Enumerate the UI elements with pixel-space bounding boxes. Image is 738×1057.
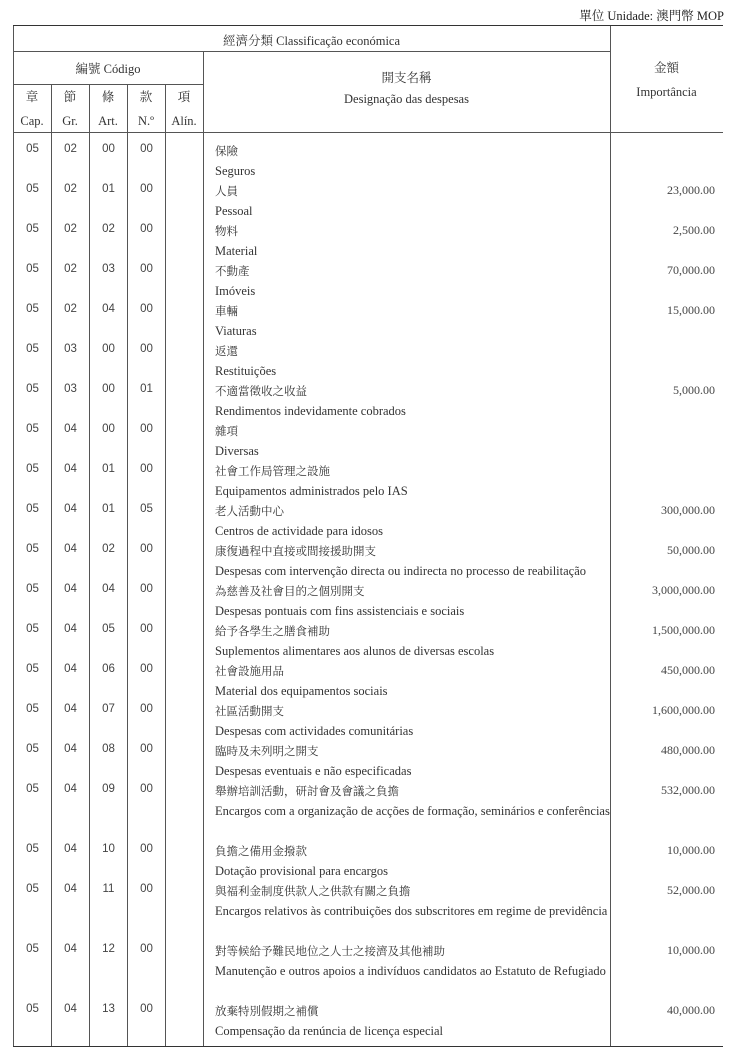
n-code: 00	[140, 583, 153, 595]
art-code: 02	[102, 543, 115, 555]
designation-pt: Encargos com a organização de acções de formação, seminários e conferências	[215, 804, 610, 818]
gr-code: 02	[64, 263, 77, 275]
designation-pt: Material	[215, 244, 258, 258]
designation-zh: 康復過程中直接或間接援助開支	[215, 544, 376, 558]
designation-zh: 臨時及未列明之開支	[215, 744, 319, 758]
designation-pt: Diversas	[215, 444, 259, 458]
cap-code: 05	[26, 263, 39, 275]
gr-code: 04	[64, 883, 77, 895]
amount: 10,000.00	[667, 843, 715, 857]
gr-code: 04	[64, 1003, 77, 1015]
art-code: 11	[102, 883, 115, 895]
table-row	[13, 259, 723, 299]
designation-pt: Equipamentos administrados pelo IAS	[215, 484, 408, 498]
table-row	[13, 299, 723, 339]
art-code: 05	[102, 623, 115, 635]
table-row	[13, 939, 723, 979]
n-code: 00	[140, 783, 153, 795]
cap-code: 05	[26, 543, 39, 555]
gr-code: 04	[64, 543, 77, 555]
n-code: 00	[140, 1003, 153, 1015]
cap-code: 05	[26, 383, 39, 395]
table-row	[13, 699, 723, 739]
designation-pt: Despesas pontuais com fins assistenciais e sociais	[215, 604, 465, 618]
art-code: 01	[102, 183, 115, 195]
table-row	[13, 499, 723, 539]
header-rule	[13, 51, 610, 52]
cap-code: 05	[26, 143, 39, 155]
budget-table	[13, 25, 723, 1047]
designation-pt: Compensação da renúncia de licença especial	[215, 1024, 444, 1038]
amount: 23,000.00	[667, 183, 715, 197]
designation-zh: 雜項	[215, 424, 238, 438]
amount: 5,000.00	[673, 383, 715, 397]
designation-zh: 舉辦培訓活動，研討會及會議之負擔	[215, 784, 399, 798]
amount: 10,000.00	[667, 943, 715, 957]
amount: 50,000.00	[667, 543, 715, 557]
designation-zh: 車輛	[215, 304, 238, 318]
cap-code: 05	[26, 343, 39, 355]
col-header-cap-zh: 章	[25, 90, 39, 104]
amount: 450,000.00	[661, 663, 715, 677]
table-row	[13, 999, 723, 1039]
designation-pt: Seguros	[215, 164, 256, 178]
designation-pt: Suplementos alimentares aos alunos de diversas escolas	[215, 644, 495, 658]
art-code: 00	[102, 343, 115, 355]
gr-code: 04	[64, 703, 77, 715]
amount: 15,000.00	[667, 303, 715, 317]
header-rule	[13, 84, 203, 85]
table-row	[13, 539, 723, 579]
designation-pt: Dotação provisional para encargos	[215, 864, 388, 878]
amount-header-pt: Importância	[636, 85, 697, 99]
art-code: 07	[102, 703, 115, 715]
n-code: 00	[140, 223, 153, 235]
table-row	[13, 659, 723, 699]
amount: 52,000.00	[667, 883, 715, 897]
col-header-cap-pt: Cap.	[20, 114, 44, 128]
cap-code: 05	[26, 783, 39, 795]
cap-code: 05	[26, 703, 39, 715]
n-code: 00	[140, 463, 153, 475]
art-code: 08	[102, 743, 115, 755]
art-code: 10	[102, 843, 115, 855]
col-header-n-zh: 款	[139, 90, 153, 104]
n-code: 00	[140, 423, 153, 435]
cap-code: 05	[26, 303, 39, 315]
table-row	[13, 339, 723, 379]
designation-pt: Centros de actividade para idosos	[215, 524, 384, 538]
col-header-gr-zh: 節	[63, 90, 77, 104]
amount: 1,500,000.00	[652, 623, 715, 637]
designation-zh: 負擔之備用金撥款	[215, 844, 307, 858]
designation-zh: 放棄特別假期之補償	[215, 1004, 319, 1018]
designation-zh: 保險	[215, 144, 238, 158]
art-code: 03	[102, 263, 115, 275]
designation-zh: 社會工作局管理之設施	[215, 464, 330, 478]
gr-code: 04	[64, 663, 77, 675]
col-header-art-pt: Art.	[98, 114, 118, 128]
n-code: 00	[140, 263, 153, 275]
art-code: 00	[102, 423, 115, 435]
gr-code: 04	[64, 783, 77, 795]
cap-code: 05	[26, 223, 39, 235]
amount-header-zh: 金額	[653, 61, 679, 75]
gr-code: 04	[64, 843, 77, 855]
designation-header-zh: 開支名稱	[381, 71, 432, 85]
gr-code: 04	[64, 743, 77, 755]
col-header-n-pt: N.º	[137, 114, 155, 128]
n-code: 00	[140, 743, 153, 755]
cap-code: 05	[26, 1003, 39, 1015]
cap-code: 05	[26, 663, 39, 675]
gr-code: 04	[64, 423, 77, 435]
designation-pt: Despesas com actividades comunitárias	[215, 724, 414, 738]
designation-pt: Despesas com intervenção directa ou indirecta no processo de reabilitação	[215, 564, 587, 578]
designation-zh: 老人活動中心	[215, 504, 284, 518]
n-code: 00	[140, 303, 153, 315]
designation-zh: 對等候給予難民地位之人士之接濟及其他補助	[215, 944, 445, 958]
n-code: 01	[140, 383, 153, 395]
col-header-art-zh: 條	[101, 90, 115, 104]
cap-code: 05	[26, 423, 39, 435]
n-code: 00	[140, 543, 153, 555]
art-code: 02	[102, 223, 115, 235]
designation-zh: 為慈善及社會目的之個別開支	[215, 584, 365, 598]
gr-code: 03	[64, 383, 77, 395]
designation-header-pt: Designação das despesas	[344, 92, 469, 106]
designation-zh: 與福利金制度供款人之供款有關之負擔	[215, 884, 411, 898]
designation-zh: 返還	[215, 344, 238, 358]
amount: 3,000,000.00	[652, 583, 715, 597]
amount: 1,600,000.00	[652, 703, 715, 717]
designation-zh: 社會設施用品	[215, 664, 284, 678]
art-code: 04	[102, 583, 115, 595]
table-row	[13, 779, 723, 819]
gr-code: 02	[64, 183, 77, 195]
n-code: 05	[140, 503, 153, 515]
designation-zh: 物料	[215, 224, 238, 238]
table-row	[13, 139, 723, 179]
table-row	[13, 879, 723, 919]
art-code: 13	[102, 1003, 115, 1015]
designation-zh: 不適當徵收之收益	[215, 384, 307, 398]
gr-code: 04	[64, 943, 77, 955]
cap-code: 05	[26, 843, 39, 855]
n-code: 00	[140, 843, 153, 855]
unit-label: 單位 Unidade: 澳門幣 MOP	[579, 9, 724, 23]
designation-pt: Despesas eventuais e não especificadas	[215, 764, 412, 778]
n-code: 00	[140, 883, 153, 895]
table-row	[13, 579, 723, 619]
table-row	[13, 739, 723, 779]
table-row	[13, 839, 723, 879]
amount: 300,000.00	[661, 503, 715, 517]
gr-code: 04	[64, 463, 77, 475]
art-code: 00	[102, 383, 115, 395]
amount: 70,000.00	[667, 263, 715, 277]
n-code: 00	[140, 703, 153, 715]
amount: 480,000.00	[661, 743, 715, 757]
designation-zh: 人員	[215, 184, 238, 198]
gr-code: 03	[64, 343, 77, 355]
designation-pt: Manutenção e outros apoios a indivíduos candidatos ao Estatuto de Refugiado	[215, 964, 606, 978]
table-row	[13, 619, 723, 659]
designation-pt: Pessoal	[215, 204, 253, 218]
n-code: 00	[140, 623, 153, 635]
art-code: 06	[102, 663, 115, 675]
col-header-gr-pt: Gr.	[62, 114, 78, 128]
designation-zh: 不動產	[215, 264, 250, 278]
art-code: 12	[102, 943, 115, 955]
n-code: 00	[140, 943, 153, 955]
designation-pt: Imóveis	[215, 284, 256, 298]
cap-code: 05	[26, 463, 39, 475]
art-code: 00	[102, 143, 115, 155]
designation-pt: Restituições	[215, 364, 277, 378]
art-code: 01	[102, 503, 115, 515]
n-code: 00	[140, 143, 153, 155]
cap-code: 05	[26, 183, 39, 195]
amount: 2,500.00	[673, 223, 715, 237]
header-bottom-rule	[13, 132, 723, 133]
gr-code: 04	[64, 623, 77, 635]
amount: 40,000.00	[667, 1003, 715, 1017]
gr-code: 02	[64, 223, 77, 235]
art-code: 09	[102, 783, 115, 795]
table-row	[13, 379, 723, 419]
col-header-alin-pt: Alín.	[171, 114, 197, 128]
designation-zh: 社區活動開支	[215, 704, 284, 718]
designation-zh: 給予各學生之膳食補助	[215, 624, 330, 638]
code-header: 編號 Código	[75, 62, 141, 76]
cap-code: 05	[26, 743, 39, 755]
n-code: 00	[140, 183, 153, 195]
amount: 532,000.00	[661, 783, 715, 797]
gr-code: 04	[64, 503, 77, 515]
table-row	[13, 219, 723, 259]
cap-code: 05	[26, 943, 39, 955]
gr-code: 02	[64, 143, 77, 155]
gr-code: 04	[64, 583, 77, 595]
cap-code: 05	[26, 583, 39, 595]
n-code: 00	[140, 663, 153, 675]
art-code: 04	[102, 303, 115, 315]
n-code: 00	[140, 343, 153, 355]
table-row	[13, 419, 723, 459]
table-row	[13, 179, 723, 219]
designation-pt: Viaturas	[215, 324, 257, 338]
col-header-alin-zh: 項	[177, 90, 191, 104]
classification-header: 經濟分類 Classificação económica	[222, 34, 401, 48]
cap-code: 05	[26, 503, 39, 515]
cap-code: 05	[26, 883, 39, 895]
cap-code: 05	[26, 623, 39, 635]
art-code: 01	[102, 463, 115, 475]
designation-pt: Rendimentos indevidamente cobrados	[215, 404, 406, 418]
gr-code: 02	[64, 303, 77, 315]
designation-pt: Encargos relativos às contribuições dos subscritores em regime de previdência	[215, 904, 608, 918]
table-row	[13, 459, 723, 499]
designation-pt: Material dos equipamentos sociais	[215, 684, 388, 698]
